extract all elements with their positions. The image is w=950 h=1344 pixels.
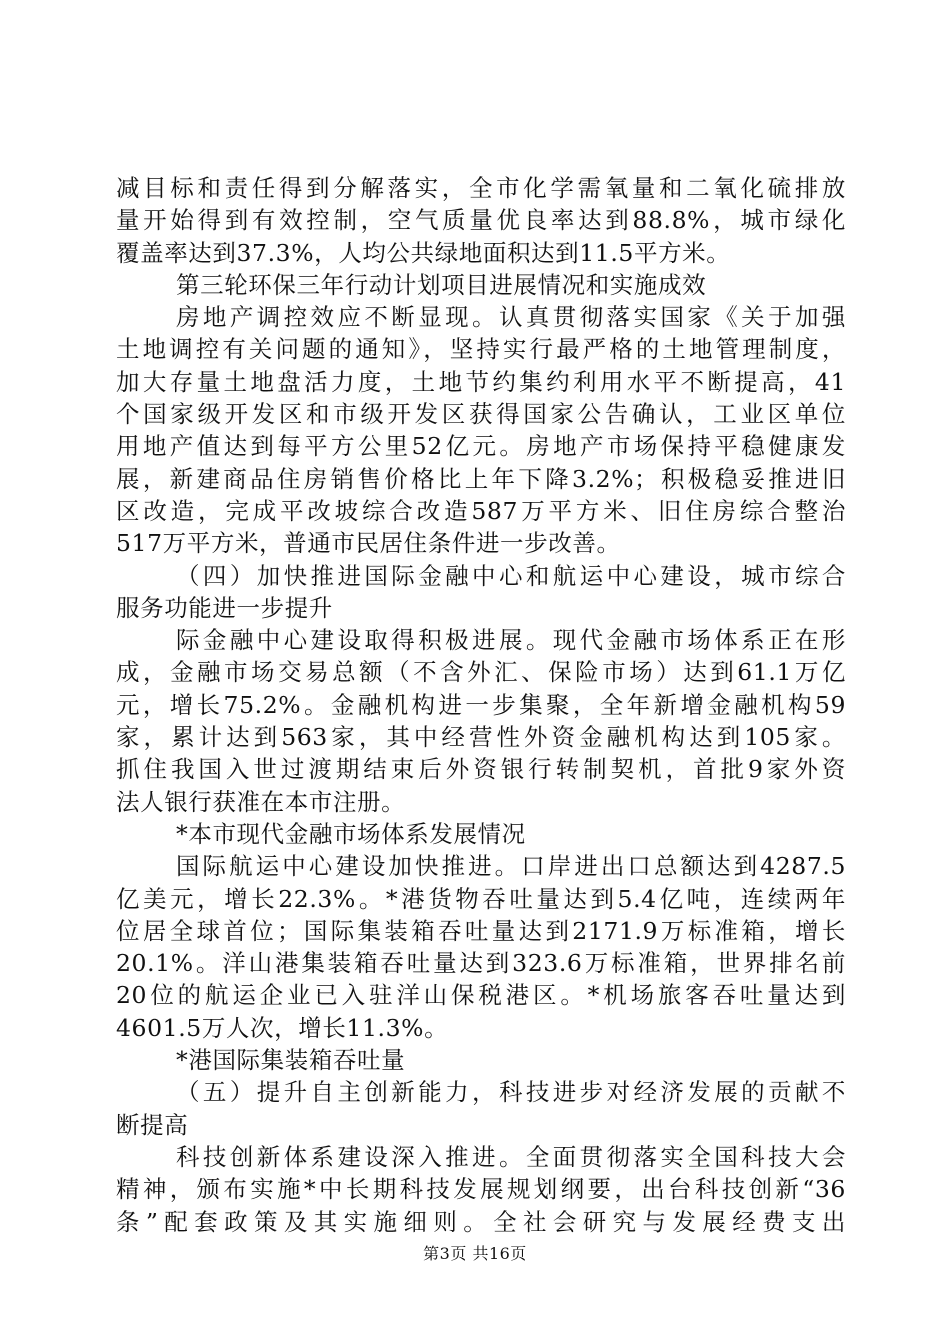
text-line: 减目标和责任得到分解落实，全市化学需氧量和二氧化硫排放 bbox=[116, 174, 846, 202]
text-line: 用地产值达到每平方公里52亿元。房地产市场保持平稳健康发 bbox=[116, 432, 846, 461]
text-line: 517万平方米，普通市民居住条件进一步改善。 bbox=[116, 529, 621, 558]
text-line: （四）加快推进国际金融中心和航运中心建设，城市综合 bbox=[176, 561, 846, 590]
text-line: 区改造，完成平改坡综合改造587万平方米、旧住房综合整治 bbox=[116, 496, 846, 525]
text-line: 20位的航运企业已入驻洋山保税港区。*机场旅客吞吐量达到 bbox=[116, 981, 846, 1010]
text-line: *港国际集装箱吞吐量 bbox=[176, 1046, 406, 1075]
text-line: 4601.5万人次，增长11.3%。 bbox=[116, 1013, 449, 1042]
text-line: 断提高 bbox=[116, 1110, 189, 1139]
page-footer: 第3页 共16页 bbox=[423, 1244, 527, 1263]
text-line: 位居全球首位；国际集装箱吞吐量达到2171.9万标准箱，增长 bbox=[116, 916, 846, 945]
text-line: （五）提升自主创新能力，科技进步对经济发展的贡献不 bbox=[176, 1078, 846, 1107]
text-line: 覆盖率达到37.3%，人均公共绿地面积达到11.5平方米。 bbox=[116, 238, 731, 267]
text-line: *本市现代金融市场体系发展情况 bbox=[176, 819, 526, 848]
text-line: 第三轮环保三年行动计划项目进展情况和实施成效 bbox=[176, 270, 707, 299]
text-line: 房地产调控效应不断显现。认真贯彻落实国家《关于加强 bbox=[176, 303, 846, 332]
text-line: 精神，颁布实施*中长期科技发展规划纲要，出台科技创新“36 bbox=[116, 1175, 846, 1204]
text-line: 展，新建商品住房销售价格比上年下降3.2%；积极稳妥推进旧 bbox=[116, 464, 846, 493]
text-line: 亿美元，增长22.3%。*港货物吞吐量达到5.4亿吨，连续两年 bbox=[116, 884, 846, 913]
text-line: 国际航运中心建设加快推进。口岸进出口总额达到4287.5 bbox=[176, 852, 846, 881]
text-line: 个国家级开发区和市级开发区获得国家公告确认，工业区单位 bbox=[116, 400, 846, 429]
text-line: 20.1%。洋山港集装箱吞吐量达到323.6万标准箱，世界排名前 bbox=[116, 949, 846, 978]
text-line: 成，金融市场交易总额（不含外汇、保险市场）达到61.1万亿 bbox=[116, 658, 846, 687]
text-line: 科技创新体系建设深入推进。全面贯彻落实全国科技大会 bbox=[176, 1142, 846, 1171]
text-line: 元，增长75.2%。金融机构进一步集聚，全年新增金融机构59 bbox=[116, 690, 846, 719]
text-line: 际金融中心建设取得积极进展。现代金融市场体系正在形 bbox=[176, 626, 846, 655]
text-line: 抓住我国入世过渡期结束后外资银行转制契机，首批9家外资 bbox=[116, 755, 846, 784]
text-line: 家，累计达到563家，其中经营性外资金融机构达到105家。 bbox=[116, 723, 846, 752]
text-line: 法人银行获准在本市注册。 bbox=[116, 787, 406, 816]
text-line: 条”配套政策及其实施细则。全社会研究与发展经费支出 bbox=[116, 1207, 846, 1236]
text-line: 土地调控有关问题的通知》，坚持实行最严格的土地管理制度， bbox=[116, 335, 846, 364]
text-line: 服务功能进一步提升 bbox=[116, 593, 333, 622]
document-body bbox=[116, 172, 846, 1238]
text-line: 加大存量土地盘活力度，土地节约集约利用水平不断提高，41 bbox=[116, 367, 846, 396]
text-line: 量开始得到有效控制，空气质量优良率达到88.8%，城市绿化 bbox=[116, 206, 846, 235]
